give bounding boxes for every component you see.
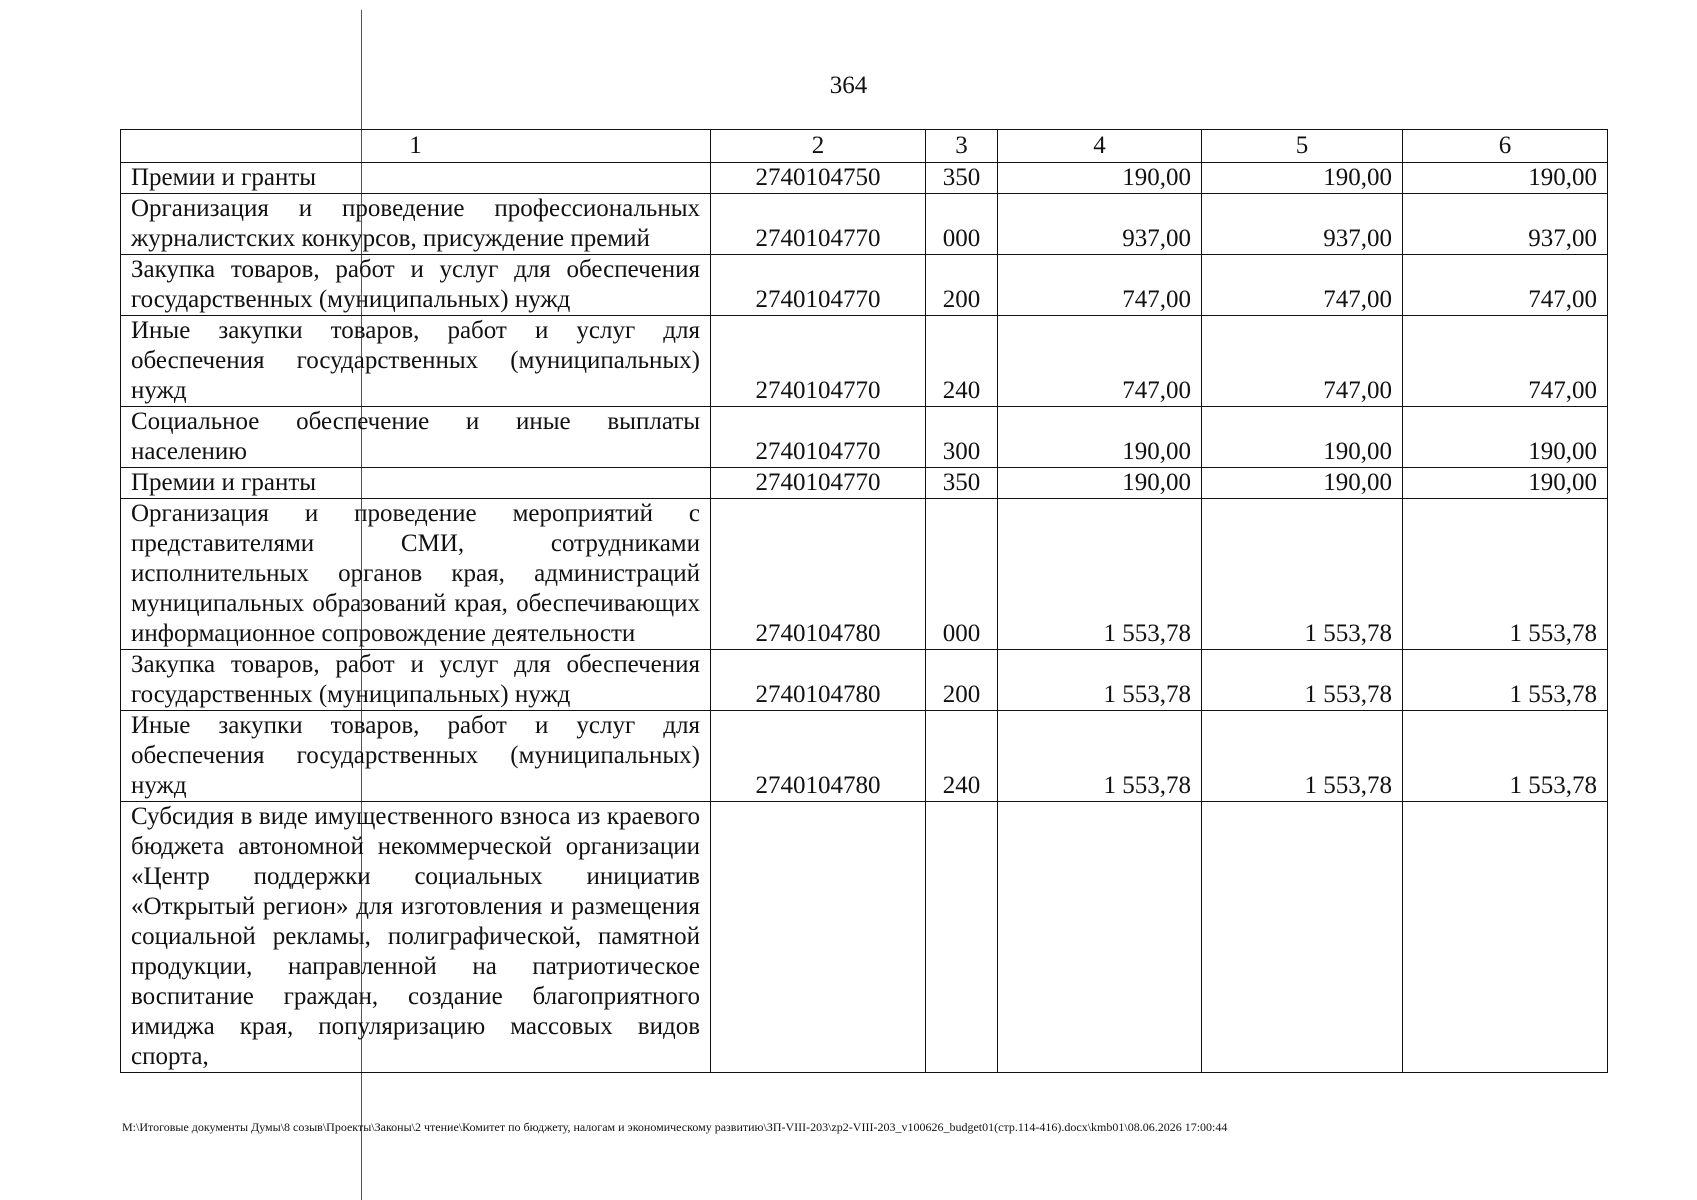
document-path-footer: M:\Итоговые документы Думы\8 созыв\Проекты\Законы\2 чтение\Комитет по бюджету, налогам и экономическому развитию\ЗП-VIII-203\zp2-VIII-203_v100626_budget01(стр.114-416).docx\kmb01\08.06.2026 17:00:44 (122, 1120, 1228, 1134)
amount-cell: 1 553,78 (1403, 499, 1608, 650)
table-row (121, 163, 1608, 194)
amount-cell: 937,00 (1202, 194, 1403, 255)
amount-cell (1403, 802, 1608, 1073)
column-number-row (121, 130, 1608, 163)
column-number: 6 (1403, 130, 1608, 163)
column-number: 3 (926, 130, 998, 163)
amount-cell: 190,00 (1202, 468, 1403, 499)
target-article-code-cell: 2740104770 (711, 468, 926, 499)
amount-cell: 747,00 (1202, 316, 1403, 407)
amount-cell: 1 553,78 (1202, 499, 1403, 650)
amount-cell: 1 553,78 (998, 499, 1202, 650)
target-article-code-cell: 2740104770 (711, 255, 926, 316)
amount-cell: 1 553,78 (998, 711, 1202, 802)
amount-cell: 1 553,78 (1202, 650, 1403, 711)
amount-cell (998, 802, 1202, 1073)
table-row (121, 468, 1608, 499)
row-name-cell: Премии и гранты (121, 163, 711, 194)
target-article-code-cell: 2740104750 (711, 163, 926, 194)
amount-cell: 1 553,78 (1403, 711, 1608, 802)
expense-type-code-cell (926, 802, 998, 1073)
expense-type-code-cell: 240 (926, 316, 998, 407)
amount-cell: 190,00 (998, 407, 1202, 468)
expense-type-code-cell: 200 (926, 650, 998, 711)
amount-cell: 747,00 (1202, 255, 1403, 316)
amount-cell: 1 553,78 (1202, 711, 1403, 802)
target-article-code-cell: 2740104780 (711, 711, 926, 802)
page-number: 364 (829, 72, 868, 99)
row-name-cell: Иные закупки товаров, работ и услуг для обеспечения государственных (муниципальных) нужд (121, 711, 711, 802)
amount-cell: 747,00 (998, 316, 1202, 407)
amount-cell: 190,00 (1403, 407, 1608, 468)
column-number: 4 (998, 130, 1202, 163)
row-name-cell: Иные закупки товаров, работ и услуг для обеспечения государственных (муниципальных) нужд (121, 316, 711, 407)
amount-cell: 747,00 (998, 255, 1202, 316)
target-article-code-cell: 2740104770 (711, 407, 926, 468)
amount-cell: 937,00 (998, 194, 1202, 255)
amount-cell (1202, 802, 1403, 1073)
row-name-cell: Организация и проведение мероприятий с представителями СМИ, сотрудниками исполнительных органов края, администраций муниципальных образований края, обеспечивающих информационное сопровождение деятельности (121, 499, 711, 650)
table-row (121, 255, 1608, 316)
amount-cell: 190,00 (1403, 468, 1608, 499)
table-row (121, 194, 1608, 255)
budget-table (120, 129, 1608, 1073)
amount-cell: 190,00 (1403, 163, 1608, 194)
expense-type-code-cell: 350 (926, 468, 998, 499)
table-row (121, 407, 1608, 468)
target-article-code-cell: 2740104780 (711, 650, 926, 711)
row-name-cell: Организация и проведение профессиональных журналистских конкурсов, присуждение премий (121, 194, 711, 255)
amount-cell: 747,00 (1403, 316, 1608, 407)
target-article-code-cell: 2740104780 (711, 499, 926, 650)
expense-type-code-cell: 350 (926, 163, 998, 194)
amount-cell: 190,00 (1202, 407, 1403, 468)
target-article-code-cell: 2740104770 (711, 316, 926, 407)
table-row (121, 650, 1608, 711)
amount-cell: 1 553,78 (998, 650, 1202, 711)
amount-cell: 747,00 (1403, 255, 1608, 316)
expense-type-code-cell: 200 (926, 255, 998, 316)
target-article-code-cell (711, 802, 926, 1073)
column-number: 5 (1202, 130, 1403, 163)
amount-cell: 937,00 (1403, 194, 1608, 255)
row-name-cell: Закупка товаров, работ и услуг для обеспечения государственных (муниципальных) нужд (121, 255, 711, 316)
amount-cell: 190,00 (1202, 163, 1403, 194)
table-row (121, 802, 1608, 1073)
target-article-code-cell: 2740104770 (711, 194, 926, 255)
table-row (121, 316, 1608, 407)
expense-type-code-cell: 240 (926, 711, 998, 802)
row-name-cell: Субсидия в виде имущественного взноса из краевого бюджета автономной некоммерческой организации «Центр поддержки социальных инициатив «Открытый регион» для изготовления и размещения социальной рекламы, полиграфической, памятной продукции, направленной на патриотическое воспитание граждан, создание благоприятного имиджа края, популяризацию массовых видов спорта, (121, 802, 711, 1073)
expense-type-code-cell: 000 (926, 499, 998, 650)
row-name-cell: Закупка товаров, работ и услуг для обеспечения государственных (муниципальных) нужд (121, 650, 711, 711)
amount-cell: 190,00 (998, 163, 1202, 194)
amount-cell: 190,00 (998, 468, 1202, 499)
column-number: 1 (121, 130, 711, 163)
expense-type-code-cell: 300 (926, 407, 998, 468)
row-name-cell: Премии и гранты (121, 468, 711, 499)
row-name-cell: Социальное обеспечение и иные выплаты населению (121, 407, 711, 468)
table-row (121, 499, 1608, 650)
amount-cell: 1 553,78 (1403, 650, 1608, 711)
expense-type-code-cell: 000 (926, 194, 998, 255)
table-row (121, 711, 1608, 802)
column-number: 2 (711, 130, 926, 163)
